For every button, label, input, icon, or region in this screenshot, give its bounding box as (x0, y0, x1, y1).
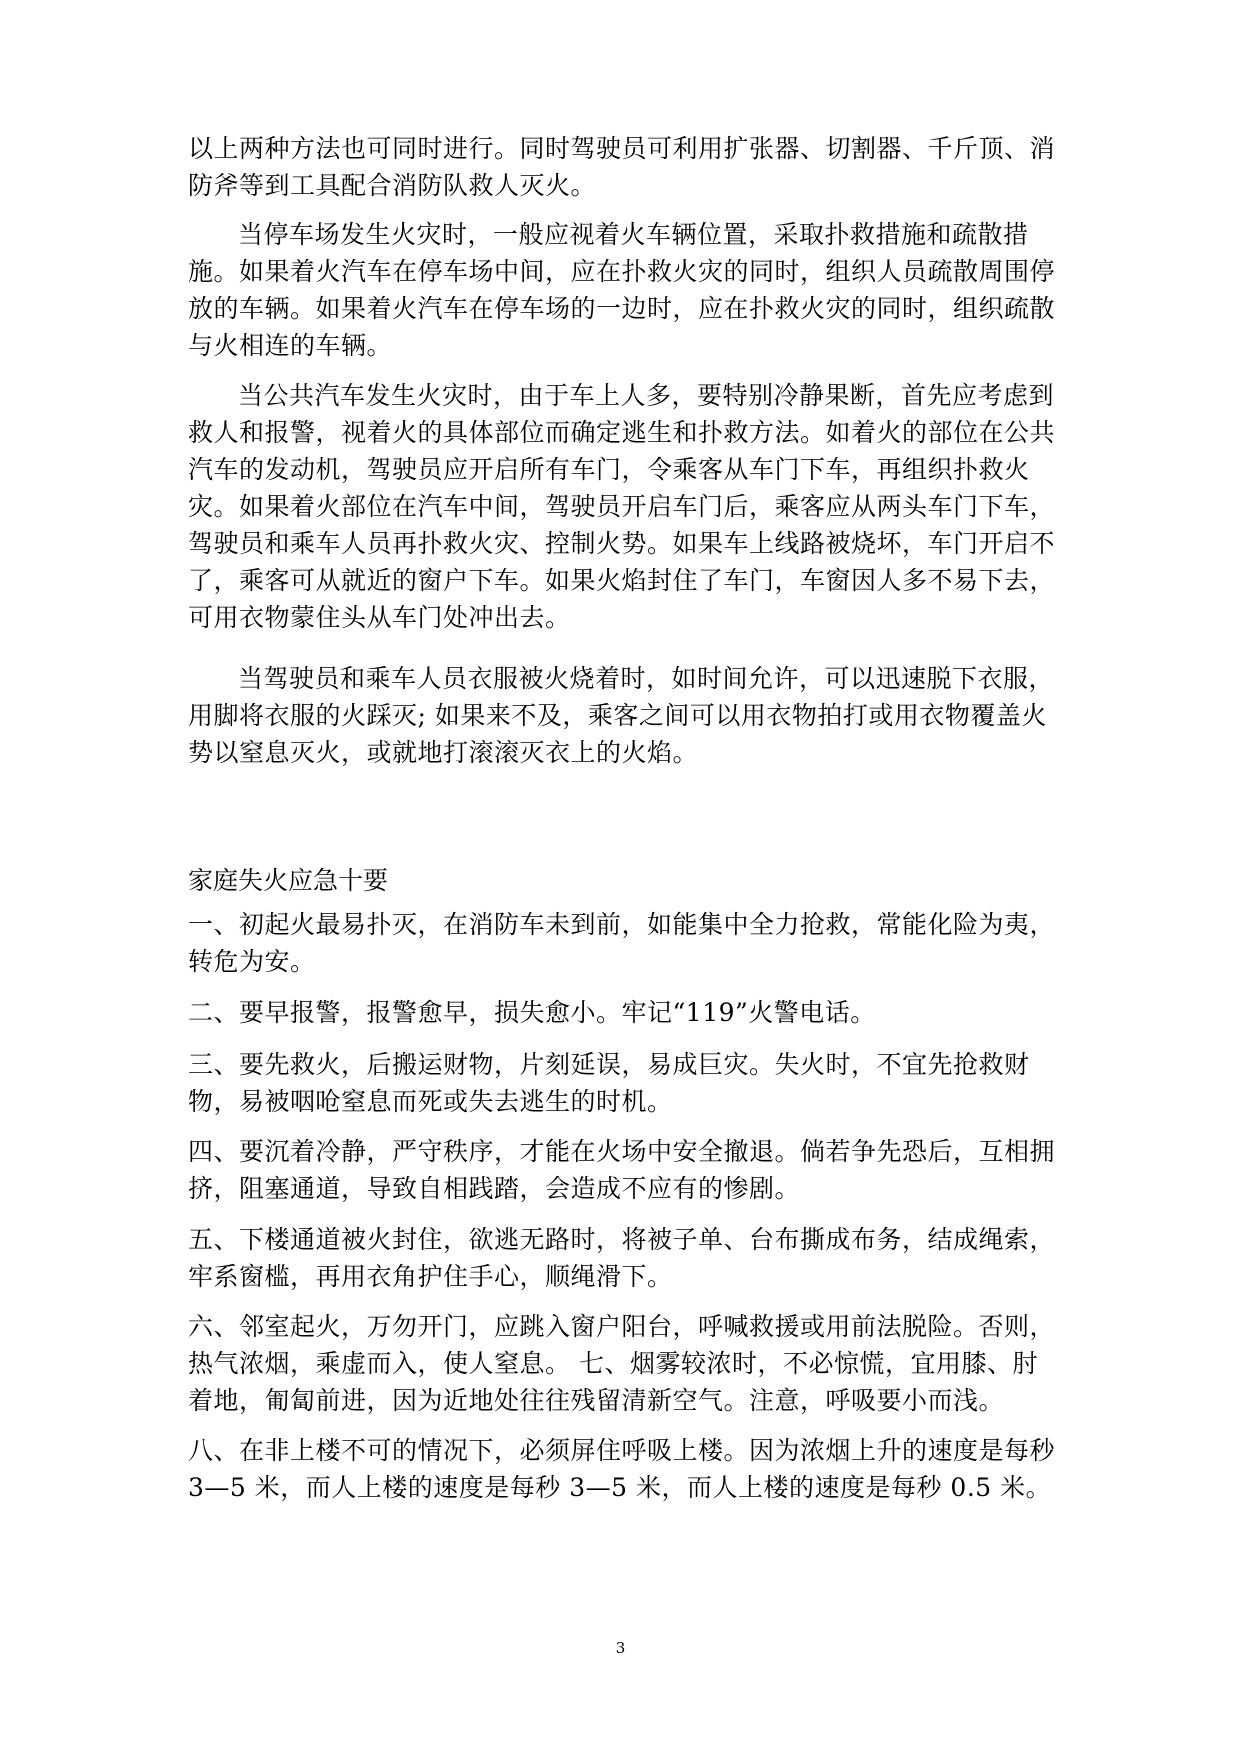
paragraph-bus-fire: 当公共汽车发生火灾时，由于车上人多，要特别冷静果断，首先应考虑到救人和报警，视着火的具体部位而确定逃生和扑救方法。如着火的部位在公共汽车的发动机，驾驶员应开启所有车门，令乘客从车门下车，再组织扑救火灾。如果着火部位在汽车中间，驾驶员开启车门后，乘客应从两头车门下车，驾驶员和乘车人员再扑救火灾、控制火势。如果车上线路被烧坏，车门开启不了，乘客可从就近的窗户下车。如果火焰封住了车门，车窗因人多不易下去，可用衣物蒙住头从车门处冲出去。 (188, 381, 1056, 632)
section-title: 家庭失火应急十要 (188, 866, 389, 895)
page-number: 3 (615, 1639, 626, 1657)
paragraph-parking-lot-fire: 当停车场发生火灾时，一般应视着火车辆位置，采取扑救措施和疏散措施。如果着火汽车在停车场中间，应在扑救火灾的同时，组织人员疏散周围停放的车辆。如果着火汽车在停车场的一边时，应在扑救火灾的同时，组织疏散与火相连的车辆。 (188, 220, 1056, 360)
list-item: 八、在非上楼不可的情况下，必须屏住呼吸上楼。因为浓烟上升的速度是每秒3—5 米，而人上楼的速度是每秒 3—5 米，而人上楼的速度是每秒 0.5 米。 (188, 1436, 1056, 1502)
list-item: 二、要早报警，报警愈早，损失愈小。牢记“119”火警电话。 (188, 998, 876, 1027)
paragraph-clothes-on-fire: 当驾驶员和乘车人员衣服被火烧着时，如时间允许，可以迅速脱下衣服，用脚将衣服的火踩灭; 如果来不及，乘客之间可以用衣物拍打或用衣物覆盖火势以窒息灭火，或就地打滚滚灭衣上的火焰。 (188, 664, 1055, 767)
list-item: 一、初起火最易扑灭，在消防车未到前，如能集中全力抢救，常能化险为夷，转危为安。 (188, 910, 1056, 976)
list-item: 三、要先救火，后搬运财物，片刻延误，易成巨灾。失火时，不宜先抢救财物，易被咽呛窒息而死或失去逃生的时机。 (188, 1050, 1030, 1116)
list-item: 六、邻室起火，万勿开门，应跳入窗户阳台，呼喊救援或用前法脱险。否则，热气浓烟，乘虚而入，使人窒息。 七、烟雾较浓时，不必惊慌，宜用膝、肘着地，匍匐前进，因为近地处往往残留清新空气。注意，呼吸要小而浅。 (188, 1312, 1056, 1415)
list-item: 四、要沉着冷静，严守秩序，才能在火场中安全撤退。倘若争先恐后，互相拥挤，阻塞通道，导致自相践踏，会造成不应有的惨剧。 (188, 1137, 1056, 1203)
list-item: 五、下楼通道被火封住，欲逃无路时，将被子单、台布撕成布务，结成绳索，牢系窗槛，再用衣角护住手心，顺绳滑下。 (188, 1225, 1056, 1291)
paragraph-rescue-tools: 以上两种方法也可同时进行。同时驾驶员可利用扩张器、切割器、千斤顶、消防斧等到工具配合消防队救人灭火。 (188, 134, 1056, 200)
